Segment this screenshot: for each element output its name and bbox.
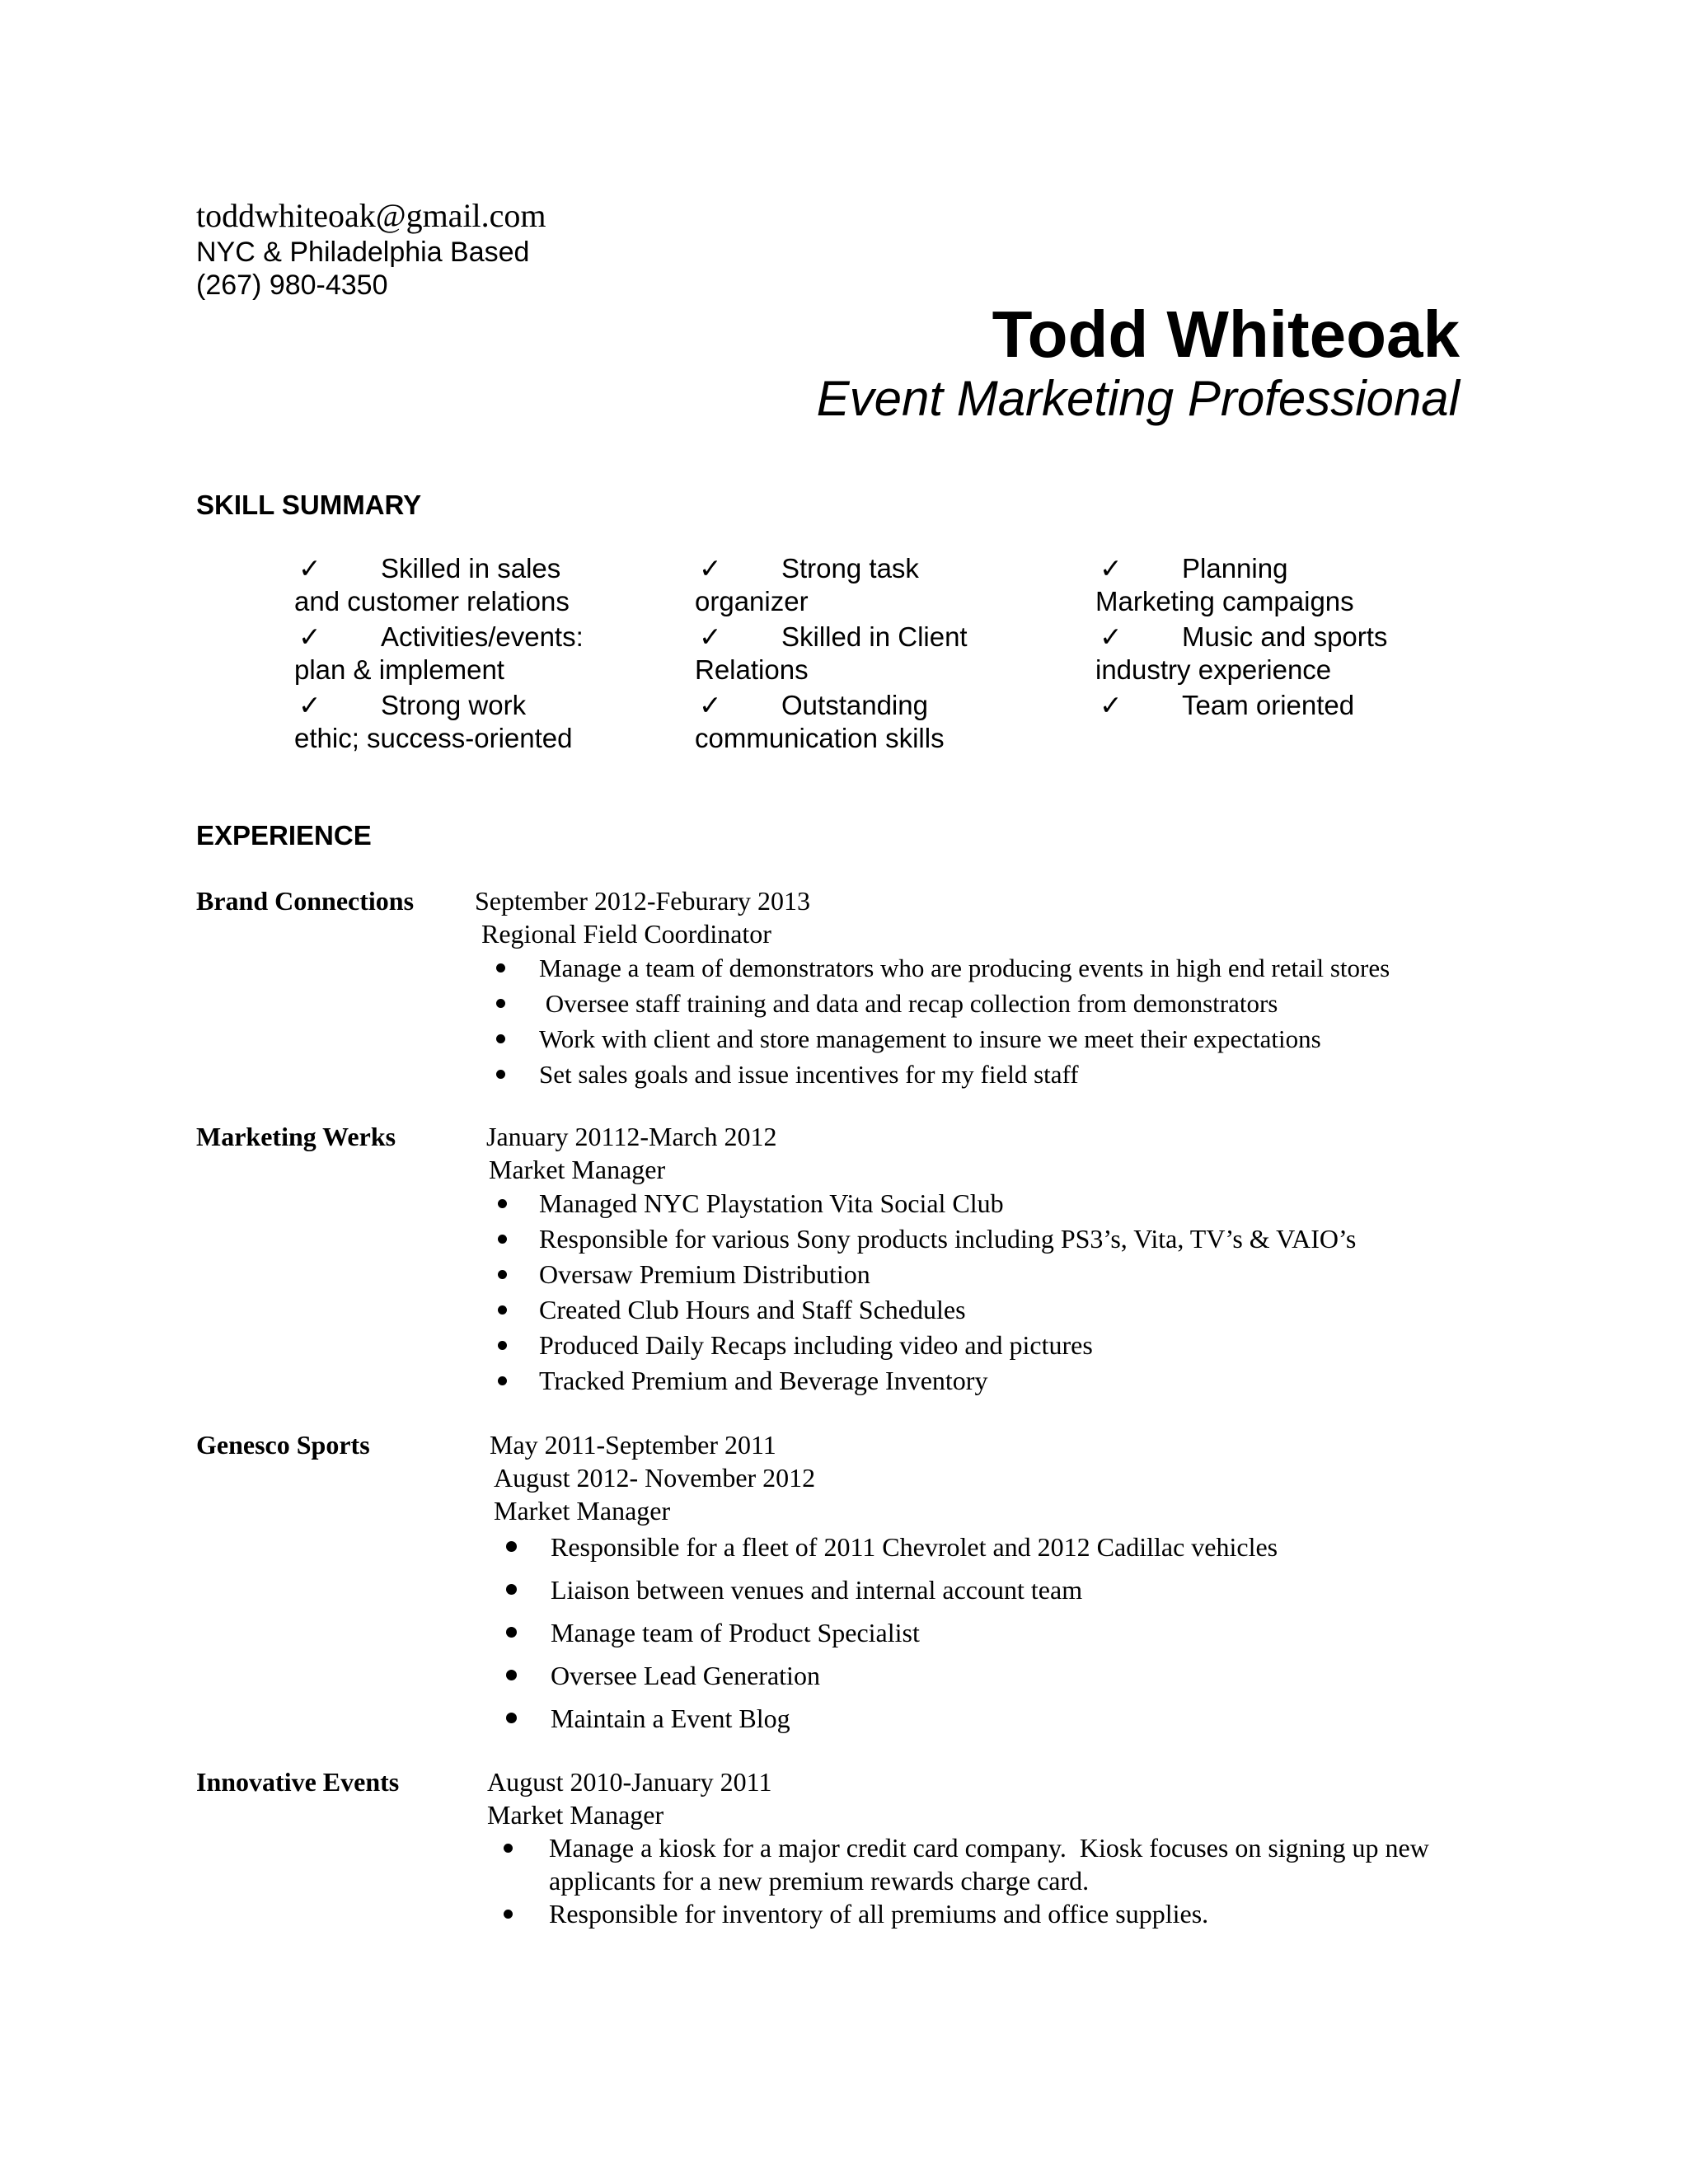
job-bullet: Maintain a Event Blog — [551, 1697, 1278, 1740]
job-details — [475, 884, 1390, 1092]
bullet-dot-icon — [498, 1199, 507, 1208]
resume-name: Todd Whiteoak — [992, 298, 1460, 371]
job-bullet-list — [487, 1831, 1460, 1930]
job-details — [487, 1765, 1460, 1930]
job-dates: September 2012-Feburary 2013 — [475, 886, 811, 916]
skill-text-rest: Relations — [695, 654, 809, 685]
bullet-dot-icon — [504, 1844, 513, 1853]
job-details — [486, 1120, 1356, 1399]
job-bullet-list — [490, 1526, 1278, 1740]
job-dates-secondary: August 2012- November 2012 — [494, 1463, 816, 1493]
job-bullet: Set sales goals and issue incentives for my field staff — [539, 1057, 1390, 1092]
bullet-dot-icon — [506, 1670, 517, 1680]
job-bullet: Responsible for inventory of all premiums and office supplies. — [549, 1897, 1460, 1930]
skill-item — [1095, 552, 1442, 618]
bullet-dot-icon — [506, 1627, 517, 1638]
bullet-dot-icon — [498, 1235, 507, 1244]
skill-item — [695, 621, 1041, 687]
skill-item — [1095, 621, 1442, 687]
job-bullet: Liaison between venues and internal account team — [551, 1568, 1278, 1611]
contact-location: NYC & Philadelphia Based — [196, 237, 530, 268]
bullet-dot-icon — [504, 1910, 513, 1919]
job-role: Market Manager — [494, 1496, 671, 1526]
contact-phone: (267) 980-4350 — [196, 269, 388, 301]
job-bullet-list — [486, 1186, 1356, 1399]
skill-text-rest: industry experience — [1095, 654, 1332, 685]
skill-item — [695, 689, 1041, 755]
check-icon: ✓ — [298, 621, 321, 652]
check-icon: ✓ — [699, 621, 722, 652]
skill-text-first: Strong work — [381, 690, 527, 720]
job-dates: August 2010-January 2011 — [487, 1767, 772, 1797]
bullet-dot-icon — [496, 999, 505, 1008]
job-bullet: Oversaw Premium Distribution — [539, 1257, 1356, 1292]
check-icon: ✓ — [1100, 690, 1123, 720]
skill-summary-heading: SKILL SUMMARY — [196, 490, 422, 520]
job-bullet: Oversee staff training and data and recap collection from demonstrators — [539, 986, 1390, 1021]
job-bullet: Responsible for a fleet of 2011 Chevrolet and 2012 Cadillac vehicles — [551, 1526, 1278, 1568]
resume-title: Event Marketing Professional — [816, 371, 1460, 426]
job-bullet: Work with client and store management to insure we meet their expectations — [539, 1021, 1390, 1057]
job-role: Market Manager — [489, 1155, 666, 1184]
skill-item — [1095, 689, 1442, 722]
bullet-dot-icon — [498, 1341, 507, 1350]
check-icon: ✓ — [1100, 621, 1123, 652]
skill-text-first: Planning — [1182, 553, 1288, 583]
skill-text-rest: plan & implement — [294, 654, 504, 685]
job-dates: January 20112-March 2012 — [486, 1122, 777, 1151]
job-bullet: Produced Daily Recaps including video and pictures — [539, 1328, 1356, 1363]
contact-block — [196, 196, 546, 302]
job-bullet: Manage a kiosk for a major credit card company. Kiosk focuses on signing up new applicants for a new premium rewards charge card. — [549, 1831, 1460, 1897]
check-icon: ✓ — [1100, 553, 1123, 583]
job-bullet: Tracked Premium and Beverage Inventory — [539, 1363, 1356, 1399]
bullet-dot-icon — [496, 1034, 505, 1043]
skill-item — [294, 552, 640, 618]
contact-email: toddwhiteoak@gmail.com — [196, 197, 546, 234]
company-name: Innovative Events — [196, 1767, 400, 1797]
skill-text-first: Music and sports — [1182, 621, 1388, 652]
skill-item — [294, 621, 640, 687]
job-dates: May 2011-September 2011 — [490, 1430, 776, 1460]
skill-column-1 — [294, 552, 640, 757]
skill-text-rest: organizer — [695, 586, 809, 616]
job-bullet: Created Club Hours and Staff Schedules — [539, 1292, 1356, 1328]
skill-text-first: Skilled in sales — [381, 553, 561, 583]
experience-heading: EXPERIENCE — [196, 820, 372, 851]
skill-text-rest: Marketing campaigns — [1095, 586, 1354, 616]
job-bullet: Managed NYC Playstation Vita Social Club — [539, 1186, 1356, 1221]
bullet-dot-icon — [496, 963, 505, 972]
bullet-dot-icon — [506, 1713, 517, 1723]
job-details — [490, 1428, 1278, 1740]
skill-column-3 — [1095, 552, 1442, 724]
bullet-dot-icon — [496, 1070, 505, 1079]
skill-column-2 — [695, 552, 1041, 757]
company-name: Brand Connections — [196, 886, 415, 916]
job-role: Market Manager — [487, 1800, 664, 1830]
bullet-dot-icon — [506, 1541, 517, 1552]
skill-text-first: Skilled in Client — [781, 621, 968, 652]
job-bullet-list — [475, 950, 1390, 1092]
job-bullet: Oversee Lead Generation — [551, 1654, 1278, 1697]
check-icon: ✓ — [298, 690, 321, 720]
company-name: Marketing Werks — [196, 1122, 396, 1151]
skill-text-first: Team oriented — [1182, 690, 1355, 720]
skill-item — [695, 552, 1041, 618]
skill-grid — [294, 552, 1531, 766]
skill-text-first: Activities/events: — [381, 621, 584, 652]
skill-text-first: Outstanding — [781, 690, 928, 720]
skill-text-rest: communication skills — [695, 723, 945, 753]
skill-text-rest: ethic; success-oriented — [294, 723, 573, 753]
bullet-dot-icon — [498, 1376, 507, 1385]
bullet-dot-icon — [498, 1270, 507, 1279]
job-role: Regional Field Coordinator — [481, 919, 771, 949]
job-bullet: Responsible for various Sony products including PS3’s, Vita, TV’s & VAIO’s — [539, 1221, 1356, 1257]
skill-text-first: Strong task — [781, 553, 919, 583]
check-icon: ✓ — [699, 690, 722, 720]
company-name: Genesco Sports — [196, 1430, 370, 1460]
skill-text-rest: and customer relations — [294, 586, 570, 616]
skill-item — [294, 689, 640, 755]
check-icon: ✓ — [298, 553, 321, 583]
bullet-dot-icon — [506, 1584, 517, 1595]
job-bullet: Manage team of Product Specialist — [551, 1611, 1278, 1654]
check-icon: ✓ — [699, 553, 722, 583]
bullet-dot-icon — [498, 1305, 507, 1315]
job-bullet: Manage a team of demonstrators who are producing events in high end retail stores — [539, 950, 1390, 986]
